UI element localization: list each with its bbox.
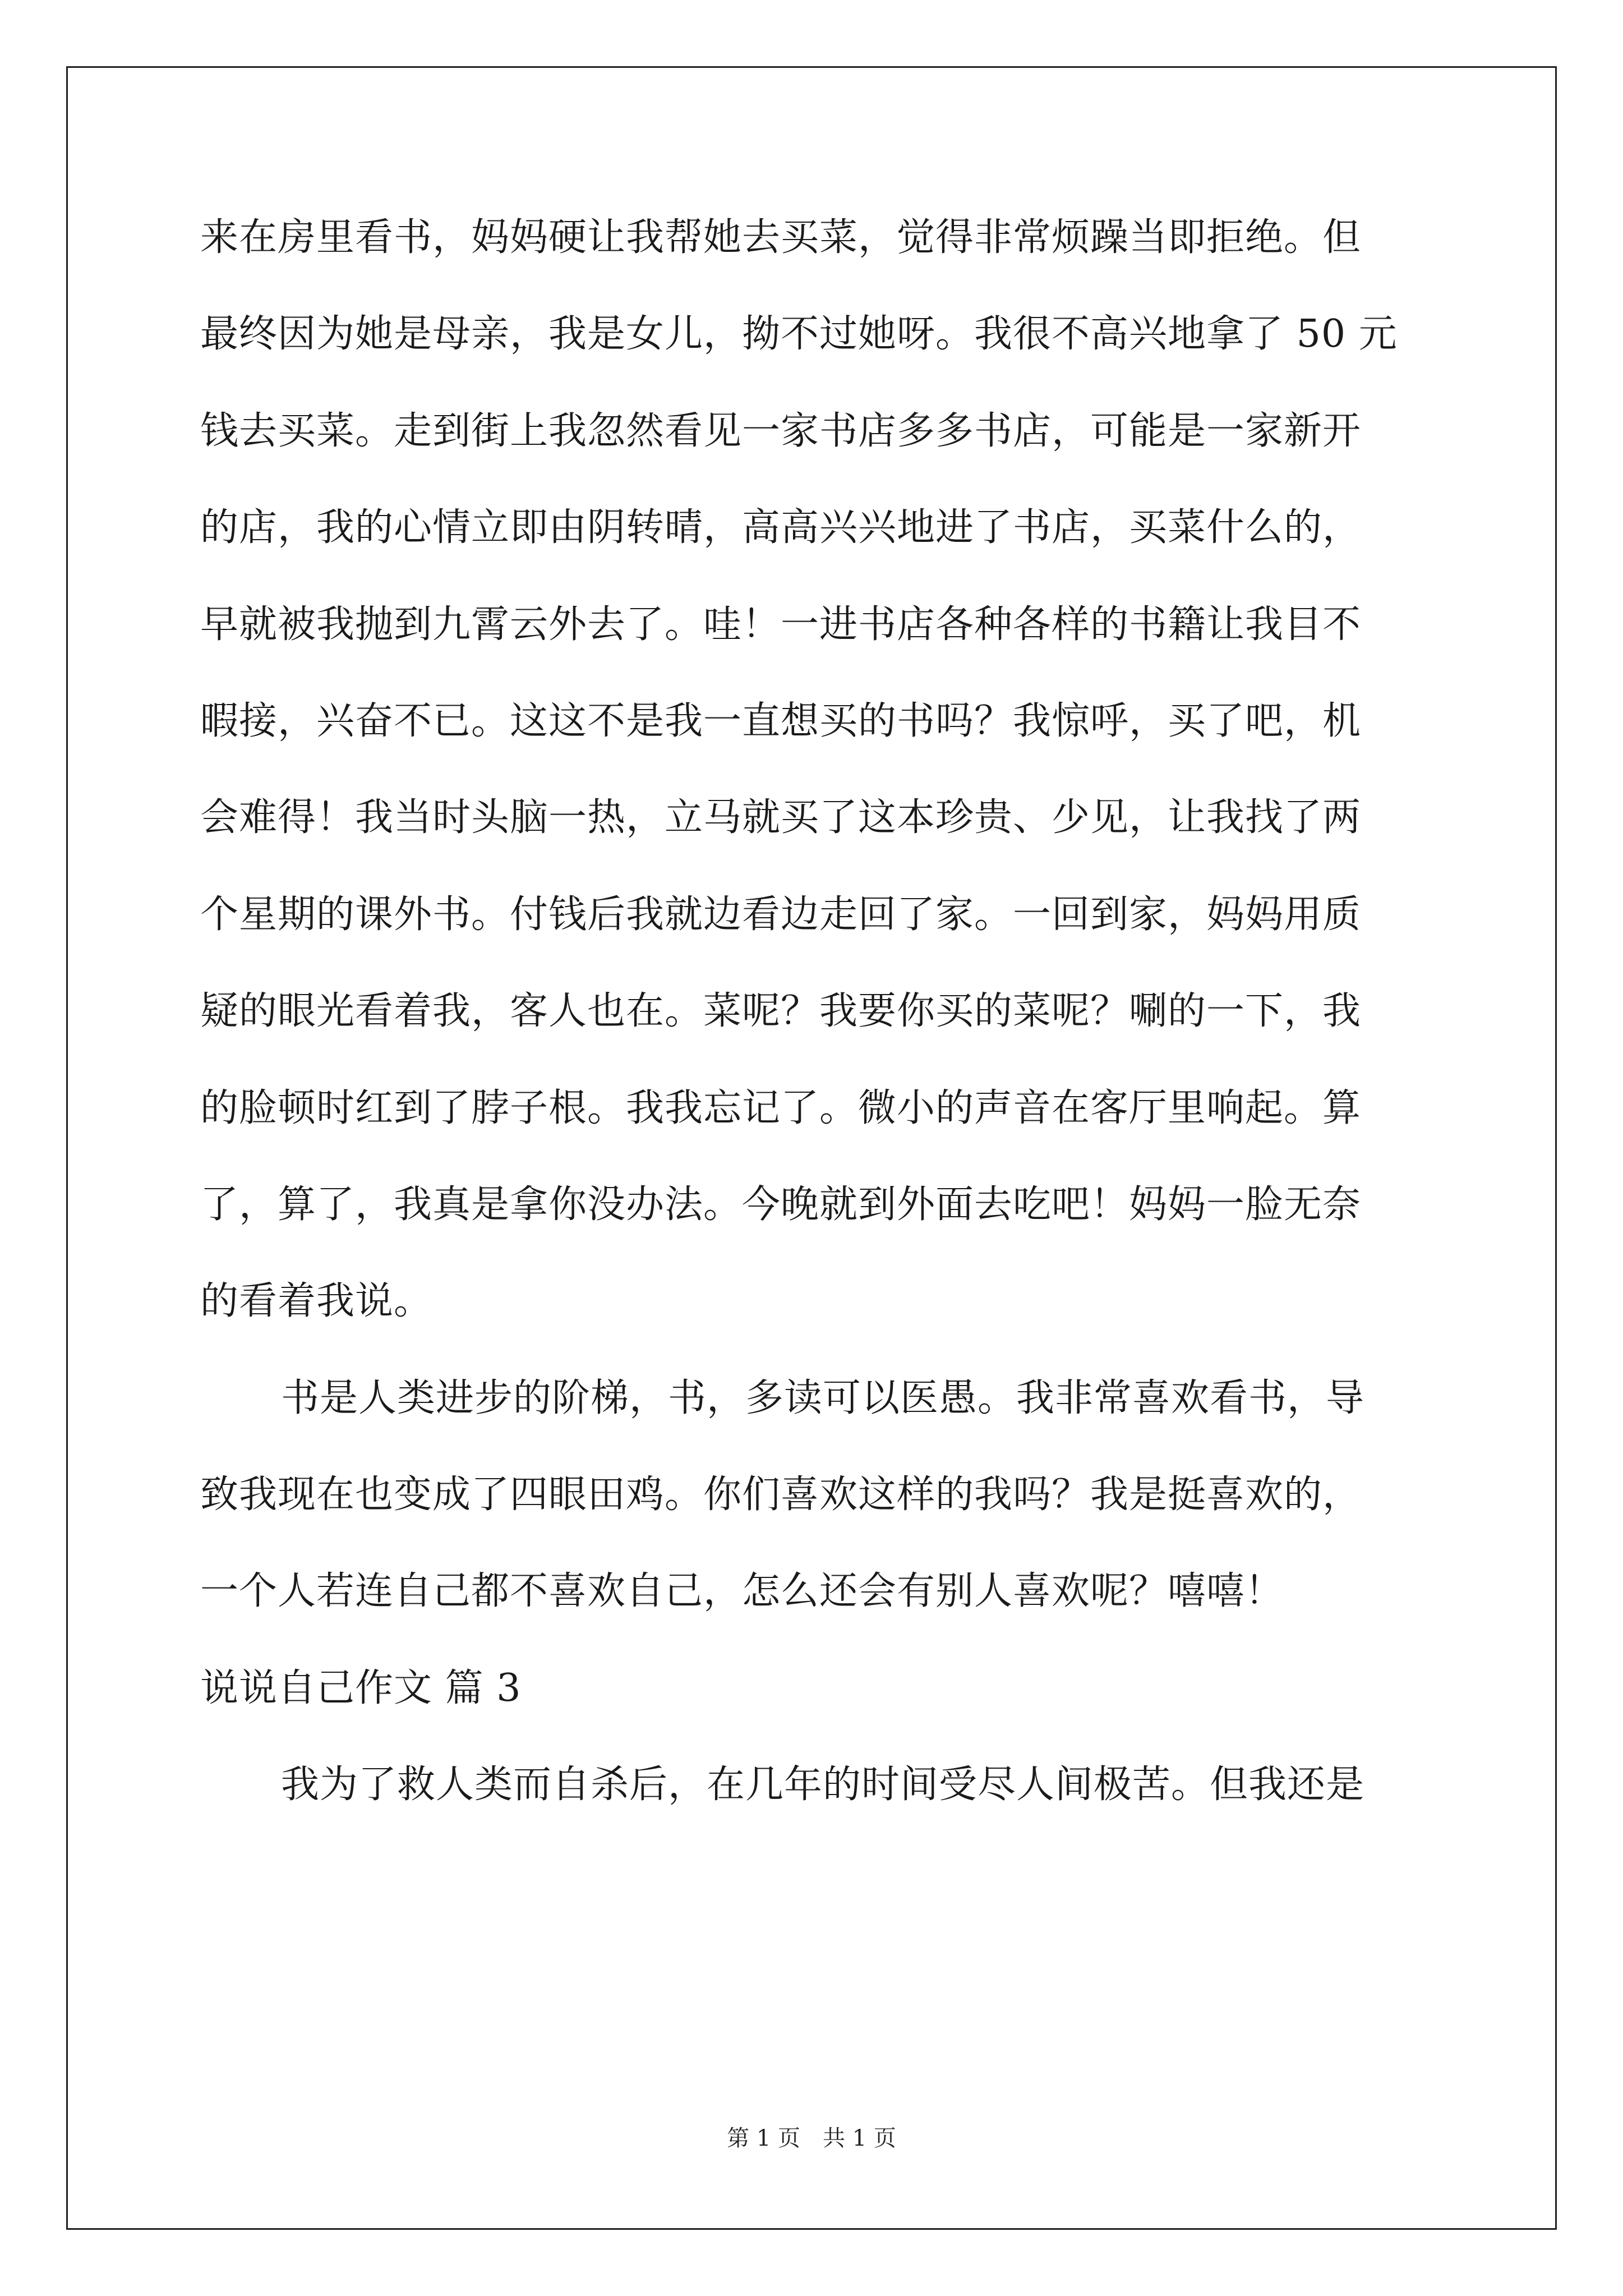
page-footer [0,2126,1623,2151]
text-line: 钱去买菜。走到街上我忽然看见一家书店多多书店，可能是一家新开 [200,408,1362,453]
page-number: 第 1 页 [727,2125,800,2151]
text-line: 致我现在也变成了四眼田鸡。你们喜欢这样的我吗？我是挺喜欢的， [200,1473,1362,1517]
text-line: 的店，我的心情立即由阴转晴，高高兴兴地进了书店，买菜什么的， [200,505,1362,550]
text-line: 的看着我说。 [200,1279,433,1324]
text-line: 疑的眼光看着我，客人也在。菜呢？我要你买的菜呢？唰的一下，我 [200,989,1362,1034]
page-total: 共 1 页 [823,2125,896,2151]
text-line: 暇接，兴奋不已。这这不是我一直想买的书吗？我惊呼，买了吧，机 [200,698,1362,743]
document-body [200,215,1428,1863]
section-heading: 说说自己作文 篇 3 [200,1665,522,1710]
text-line: 的脸顿时红到了脖子根。我我忘记了。微小的声音在客厅里响起。算 [200,1085,1362,1130]
text-line: 早就被我抛到九霄云外去了。哇！一进书店各种各样的书籍让我目不 [200,602,1362,647]
text-line: 个星期的课外书。付钱后我就边看边走回了家。一回到家，妈妈用质 [200,892,1362,937]
text-line: 一个人若连自己都不喜欢自己，怎么还会有别人喜欢呢？嘻嘻！ [200,1569,1284,1614]
paragraph-start-line: 我为了救人类而自杀后，在几年的时间受尽人间极苦。但我还是 [281,1763,1365,1807]
text-line: 了，算了，我真是拿你没办法。今晚就到外面去吃吧！妈妈一脸无奈 [200,1182,1362,1227]
paragraph-start-line: 书是人类进步的阶梯，书，多读可以医愚。我非常喜欢看书，导 [281,1375,1365,1420]
text-line: 最终因为她是母亲，我是女儿，拗不过她呀。我很不高兴地拿了 50 元 [200,312,1398,357]
text-line: 来在房里看书，妈妈硬让我帮她去买菜，觉得非常烦躁当即拒绝。但 [200,215,1362,260]
text-line: 会难得！我当时头脑一热，立马就买了这本珍贵、少见，让我找了两 [200,795,1362,840]
